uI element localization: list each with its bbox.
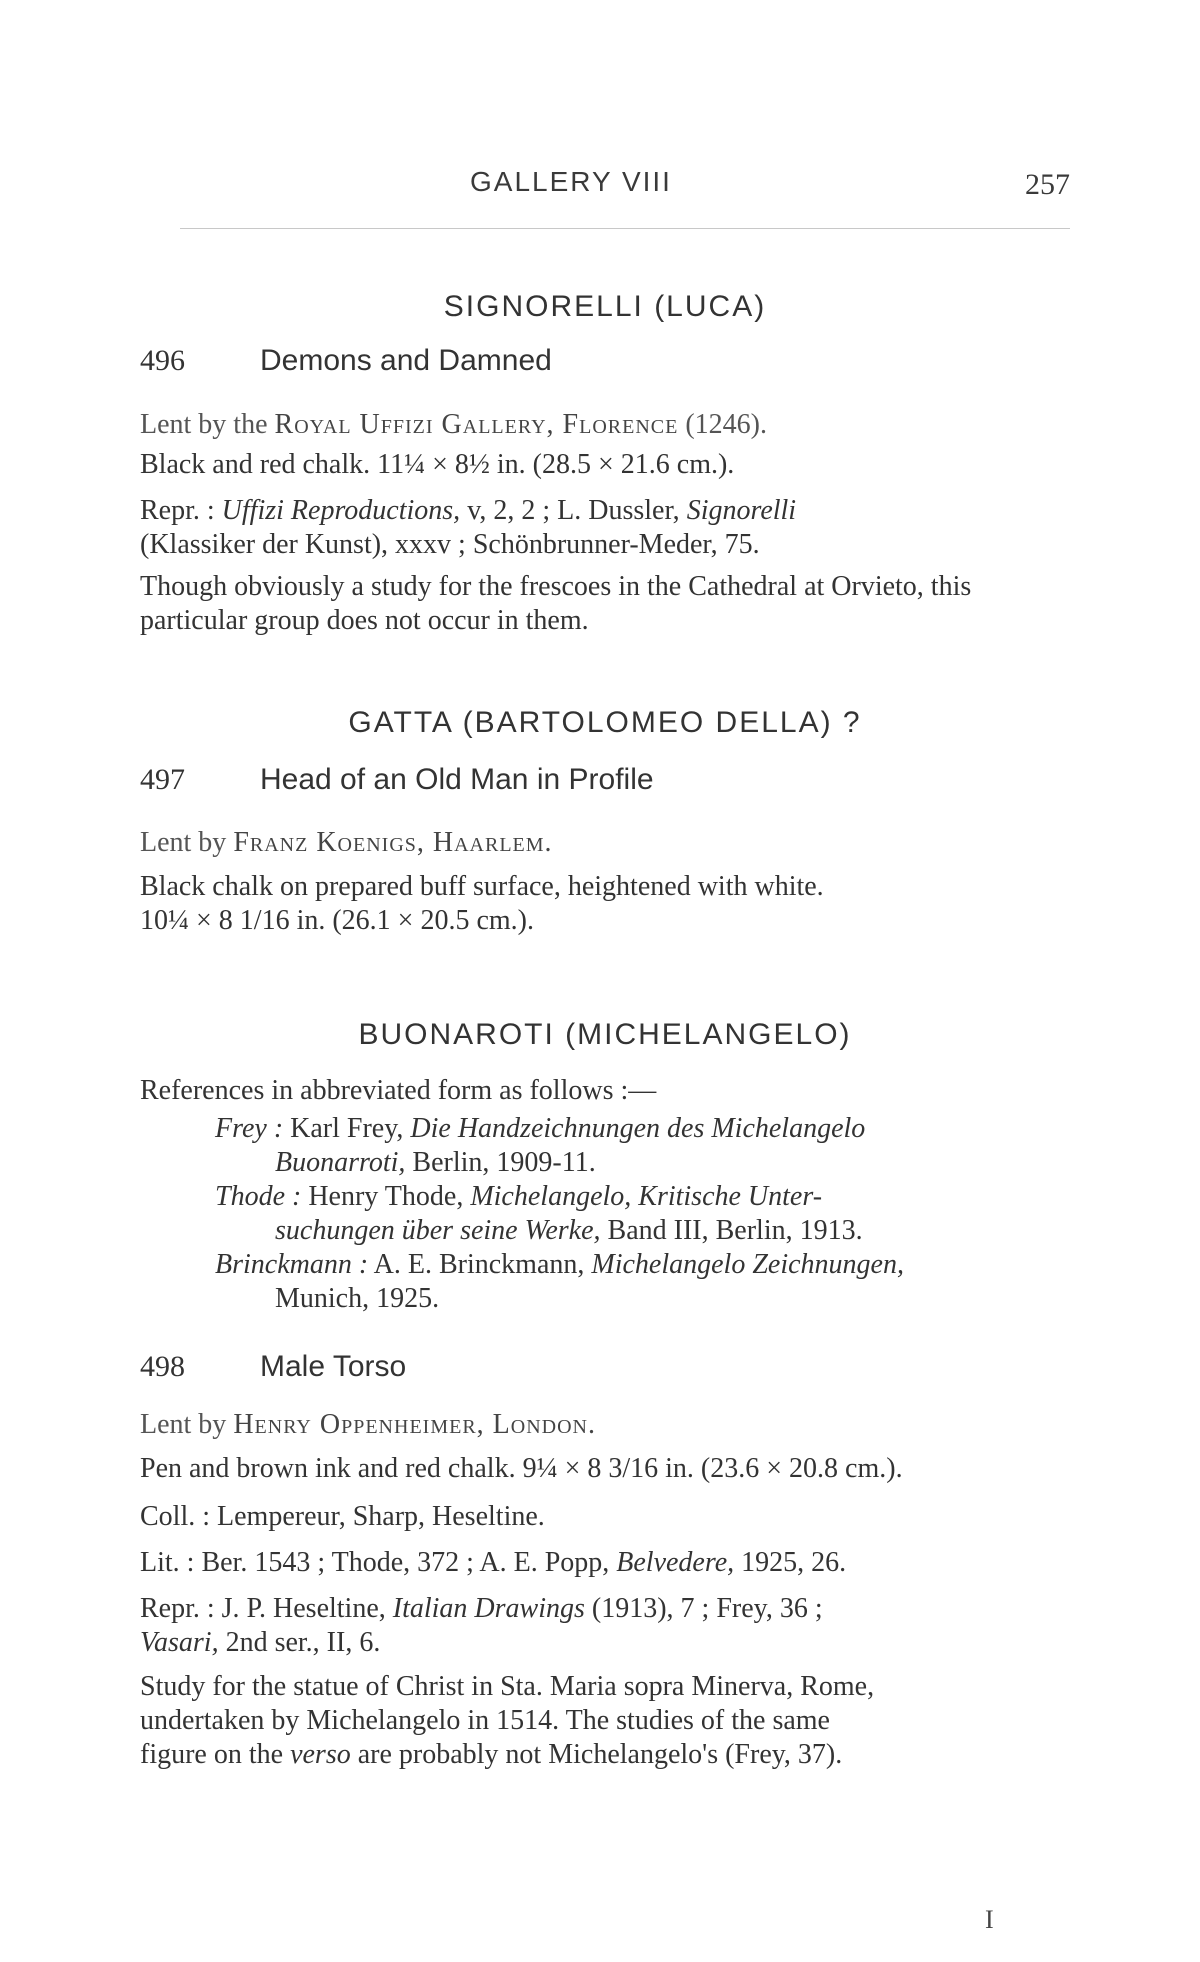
lent-suffix: (1246). [678, 409, 767, 440]
artist-heading-gatta: GATTA (BARTOLOMEO DELLA) ? [348, 706, 862, 739]
reference-title: Michelangelo, Kritische Unter- [470, 1181, 823, 1212]
reference-text-cont: Band III, Berlin, 1913. [600, 1215, 863, 1246]
lent-line-498 [140, 1408, 1070, 1442]
reference-thode [215, 1180, 1070, 1248]
reference-title-cont: Buonarroti, [275, 1147, 406, 1178]
running-head [140, 166, 1070, 206]
running-head-title: GALLERY VIII [470, 166, 672, 197]
reference-text: Karl Frey, [283, 1113, 411, 1144]
lit-498 [140, 1546, 1070, 1580]
reference-key: Frey : [215, 1113, 284, 1144]
entry-heading-496 [140, 344, 552, 378]
note-italic: verso [290, 1739, 351, 1770]
repr-italic: Uffizi Reproductions, [221, 495, 461, 526]
reference-text-cont: Munich, 1925. [275, 1283, 440, 1314]
medium-497 [140, 870, 1070, 938]
entry-title: Male Torso [260, 1350, 407, 1383]
repr-mid: v, 2, 2 ; L. Dussler, [460, 495, 687, 526]
reference-frey [215, 1112, 1070, 1180]
lender: Henry Oppenheimer, London. [233, 1409, 596, 1440]
lent-line-496 [140, 408, 1070, 442]
repr-line-2: 2nd ser., II, 6. [218, 1627, 381, 1658]
reference-title: Die Handzeichnungen des Michelangelo [410, 1113, 866, 1144]
lent-line-497 [140, 826, 1070, 860]
repr-prefix: Repr. : J. P. Heseltine, [140, 1593, 393, 1624]
lit-italic: Belvedere, [616, 1547, 735, 1578]
reference-text-cont: Berlin, 1909-11. [405, 1147, 596, 1178]
repr-italic-2: Signorelli [686, 495, 797, 526]
entry-heading-497 [140, 763, 654, 797]
note-line-3a: figure on the [140, 1739, 291, 1770]
reference-title-cont: suchungen über seine Werke, [275, 1215, 601, 1246]
page [140, 0, 1070, 1962]
medium-line-1: Black chalk on prepared buff surface, heightened with white. [140, 871, 824, 902]
reference-text: A. E. Brinckmann, [368, 1249, 592, 1280]
entry-title: Head of an Old Man in Profile [260, 763, 654, 796]
medium-498: Pen and brown ink and red chalk. 9¼ × 8 3/16 in. (23.6 × 20.8 cm.). [140, 1453, 903, 1484]
lent-prefix: Lent by [140, 1409, 234, 1440]
note-498 [140, 1670, 1070, 1772]
page-number: 257 [1025, 168, 1070, 201]
entry-number: 496 [140, 344, 185, 377]
note-496: Though obviously a study for the frescoes in the Cathedral at Orvieto, this particular group does not occur in them. [140, 571, 972, 636]
repr-line-2: (Klassiker der Kunst), xxxv ; Schönbrunner-Meder, 75. [140, 529, 760, 560]
reference-key: Thode : [215, 1181, 302, 1212]
references-intro: References in abbreviated form as follows :— [140, 1075, 657, 1106]
header-rule [180, 228, 1070, 229]
note-line-2: undertaken by Michelangelo in 1514. The studies of the same [140, 1705, 830, 1736]
lit-prefix: Lit. : Ber. 1543 ; Thode, 372 ; A. E. Popp, [140, 1547, 617, 1578]
repr-italic-2: Vasari, [140, 1627, 219, 1658]
reference-title: Michelangelo Zeichnungen, [591, 1249, 904, 1280]
repr-prefix: Repr. : [140, 495, 222, 526]
medium-496: Black and red chalk. 11¼ × 8½ in. (28.5 × 21.6 cm.). [140, 449, 735, 480]
note-line-1: Study for the statue of Christ in Sta. Maria sopra Minerva, Rome, [140, 1671, 875, 1702]
lender: Franz Koenigs, Haarlem. [233, 827, 553, 858]
reference-key: Brinckmann : [215, 1249, 369, 1280]
entry-number: 498 [140, 1350, 185, 1383]
entry-title: Demons and Damned [260, 344, 552, 377]
reference-text: Henry Thode, [301, 1181, 471, 1212]
repr-498 [140, 1592, 1070, 1660]
artist-heading-buonaroti: BUONAROTI (MICHELANGELO) [358, 1018, 852, 1051]
repr-496 [140, 494, 1070, 562]
lit-suffix: 1925, 26. [734, 1547, 847, 1578]
reference-brinckmann [215, 1248, 1070, 1316]
signature-mark: I [985, 1905, 994, 1934]
note-line-3b: are probably not Michelangelo's (Frey, 37). [350, 1739, 843, 1770]
lender: Royal Uffizi Gallery, Florence [274, 409, 679, 440]
lent-prefix: Lent by the [140, 409, 275, 440]
artist-heading-signorelli: SIGNORELLI (LUCA) [443, 290, 767, 323]
medium-line-2: 10¼ × 8 1/16 in. (26.1 × 20.5 cm.). [140, 905, 534, 936]
entry-heading-498 [140, 1350, 406, 1384]
repr-italic: Italian Drawings [392, 1593, 585, 1624]
repr-mid: (1913), 7 ; Frey, 36 ; [584, 1593, 823, 1624]
coll-498: Coll. : Lempereur, Sharp, Heseltine. [140, 1501, 545, 1532]
lent-prefix: Lent by [140, 827, 234, 858]
entry-number: 497 [140, 763, 185, 796]
